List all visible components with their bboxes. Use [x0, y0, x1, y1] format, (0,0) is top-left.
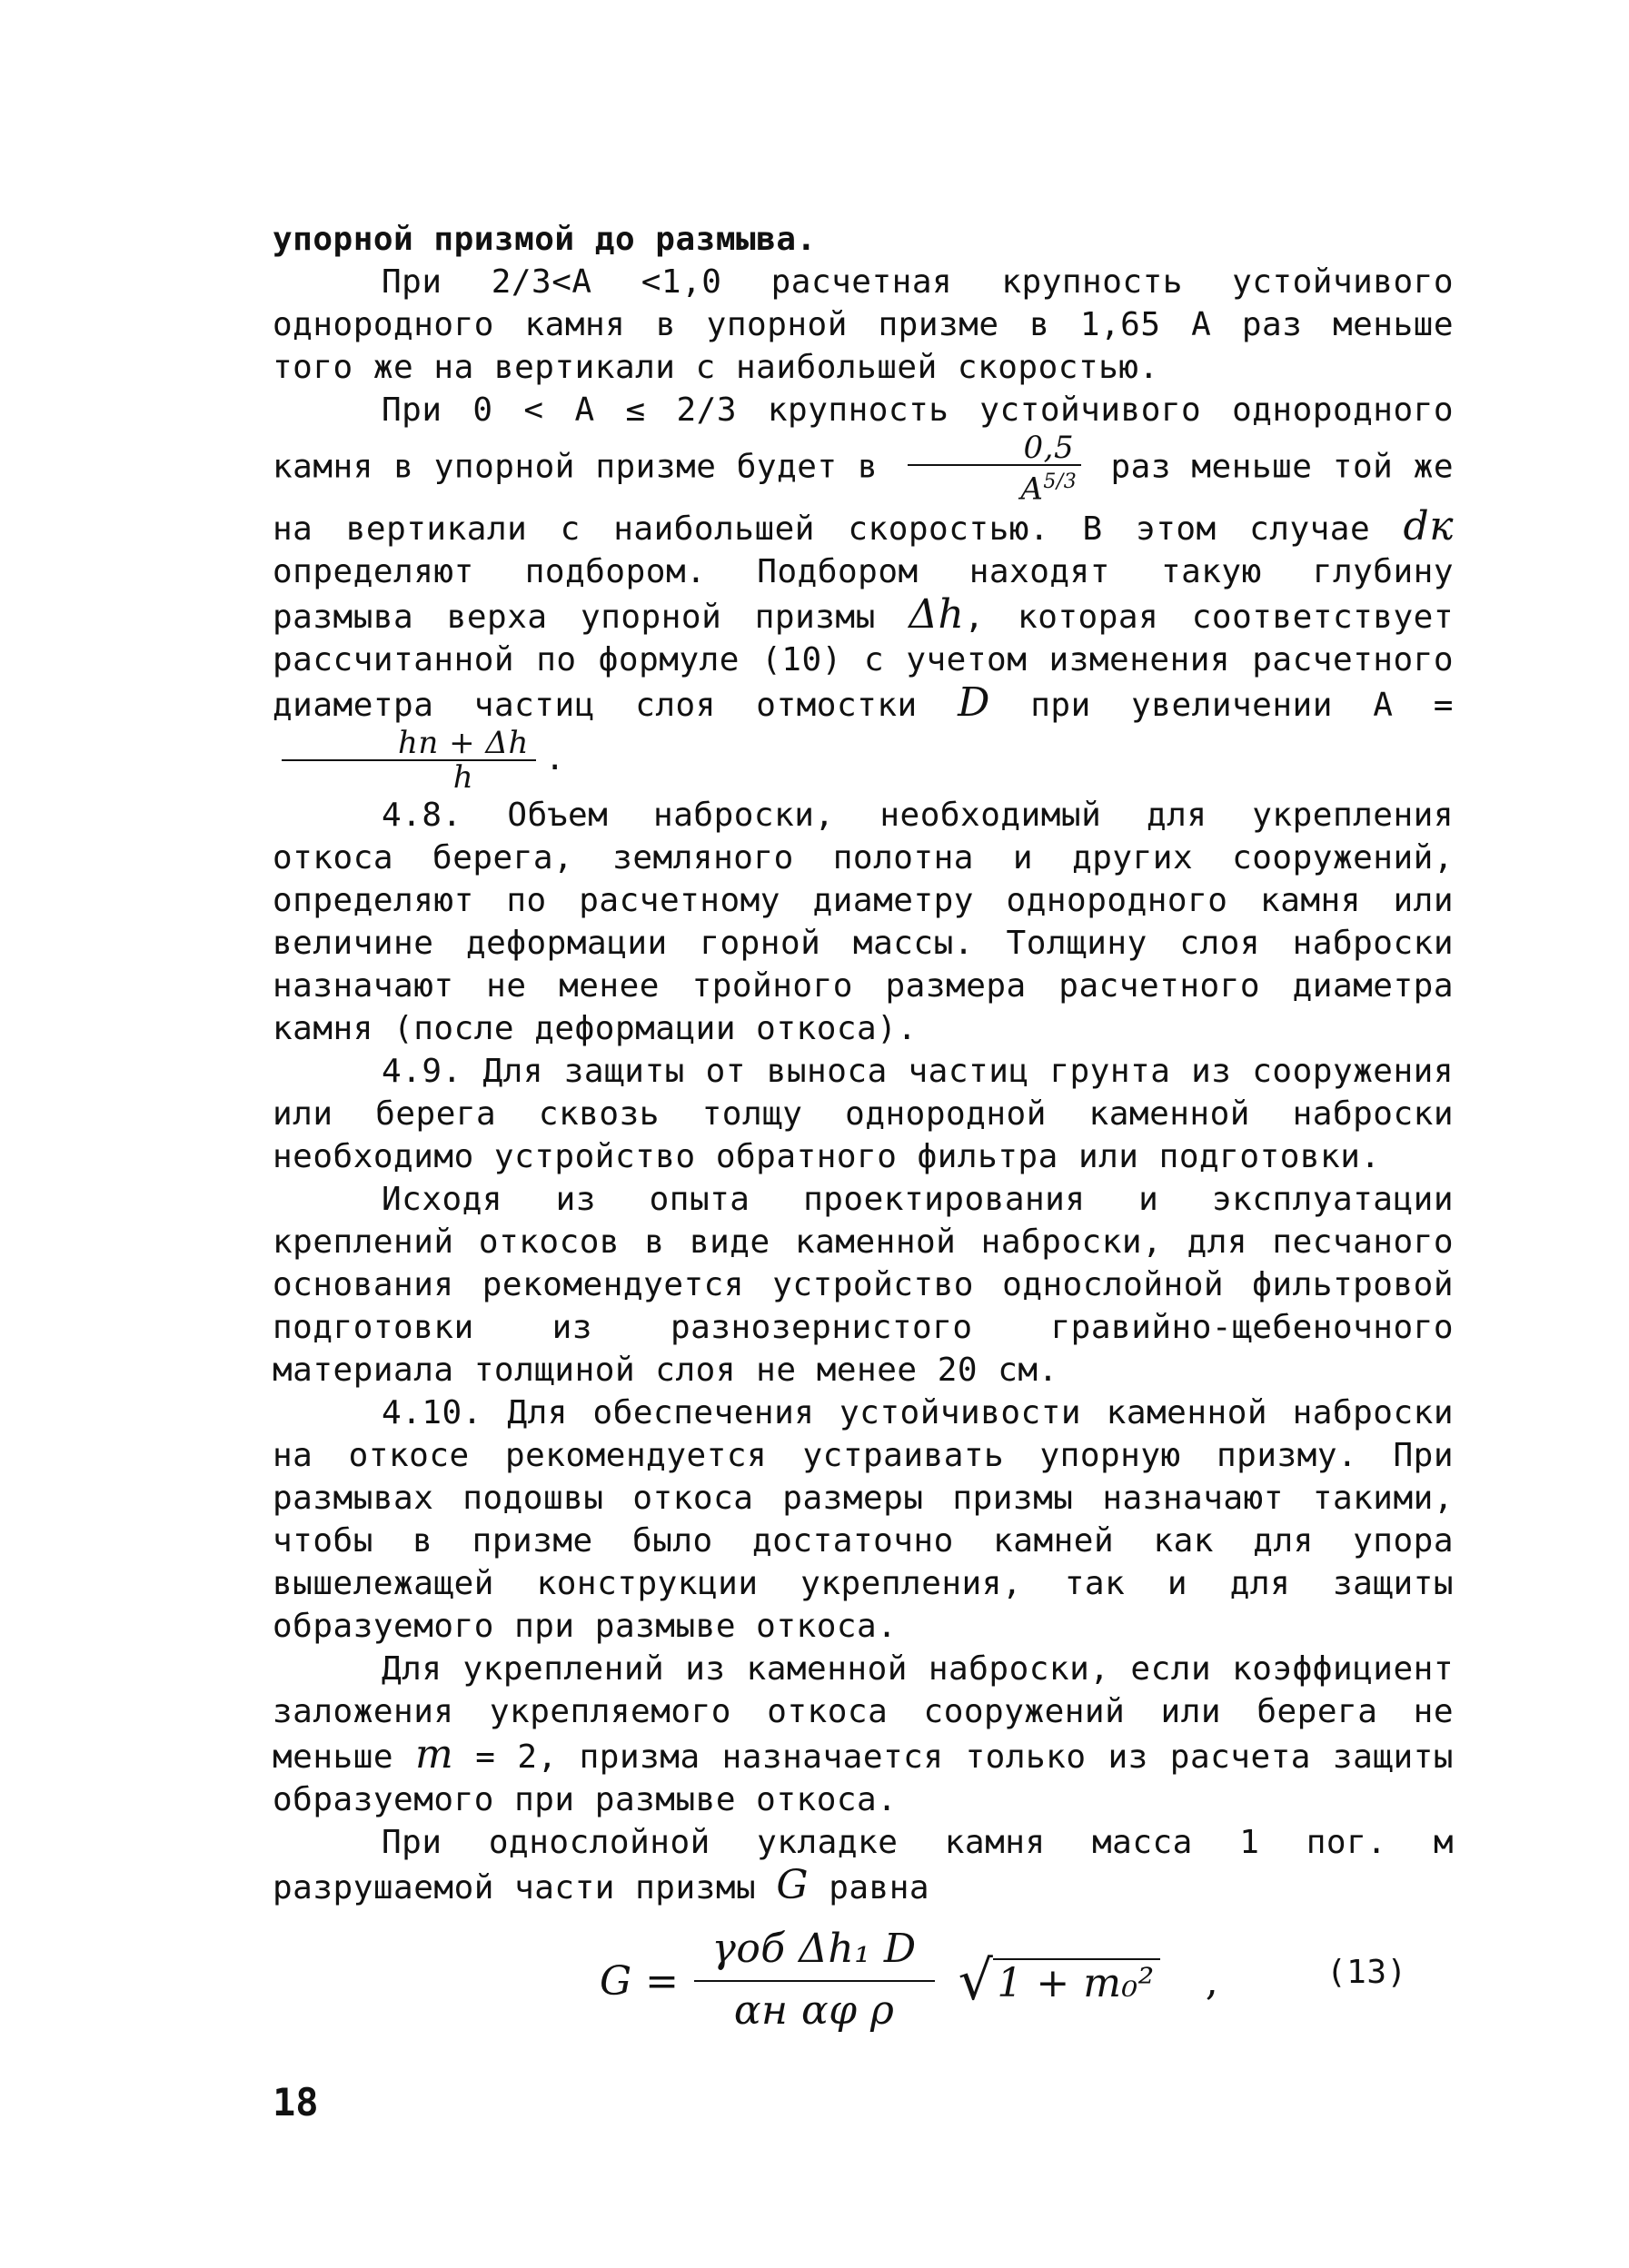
- symbol-m: m: [415, 1731, 454, 1778]
- symbol-dk: dк: [1403, 503, 1454, 550]
- radical-sign: √: [958, 1948, 994, 2013]
- ratio-numerator: 0,5: [908, 431, 1082, 466]
- paragraph-small-A: При 0 < A ≤ 2/3 крупность устойчивого однородного камня в упорной призме будет в $\frac{0,5}{A^{5/3}}$ раз меньше той же на вертикали с наибольшей скоростью. В этом случае dк определяют подбором. Подбором находят такую глубину размыва верха упорной призмы Δh, которая соответствует рассчитанной по формуле (10) с учетом изменения расчетного диаметра частиц слоя отмостки D при увеличении A = $\frac{hп + \Delta h}{h}$ .: [273, 391, 1454, 797]
- page-body: [273, 218, 1454, 2080]
- section-4-10: 4.10. Для обеспечения устойчивости каменной наброски на откосе рекомендуется устраивать упорную призму. При размывах подошвы откоса размеры призмы назначают такими, чтобы в призме было достаточно камней как для упора вышележащей конструкции укрепления, так и для защиты образуемого при размыве откоса.: [273, 1394, 1454, 1646]
- paragraph-small-A-text-1: При 0 < A ≤ 2/3 крупность устойчивого однородного камня в упорной призме будет в: [273, 391, 1454, 486]
- paragraph-coefficient-text-2: = 2, призма назначается только из расчета защиты образуемого при размыве откоса.: [273, 1738, 1454, 1819]
- section-4-8: 4.8. Объем наброски, необходимый для укрепления откоса берега, земляного полотна и других сооружений, определяют по расчетному диаметру однородного камня или величине деформации горной массы. Толщину слоя наброски назначают не менее тройного размера расчетного диаметра камня (после деформации откоса).: [273, 797, 1454, 1048]
- paragraph-small-A-text-5: при увеличении A =: [1030, 687, 1454, 725]
- paragraph-small-A-text-3: определяют подбором. Подбором находят такую глубину размыва верха упорной призмы: [273, 553, 1454, 637]
- equation-number: (13): [1326, 1954, 1407, 1992]
- ratio-denominator: $A^{5/3}$: [1020, 470, 1078, 508]
- formula-lhs: G =: [600, 1957, 680, 2005]
- paragraph-small-A-text-2: раз меньше той же на вертикали с наибольшей скоростью. В этом случае: [273, 448, 1454, 549]
- paragraph-coefficient: [273, 1648, 1454, 1821]
- A-fraction: [282, 725, 536, 797]
- paragraph-mass: [273, 1821, 1454, 1909]
- symbol-D: D: [958, 679, 990, 727]
- page-number: 18: [273, 2080, 319, 2124]
- symbol-dh: Δh: [909, 591, 965, 639]
- formula-fraction: [694, 1922, 935, 2040]
- A-denominator: h: [452, 759, 474, 797]
- section-4-9: 4.9. Для защиты от выноса частиц грунта из сооружения или берега сквозь толщу однородной каменной наброски необходимо устройство обратного фильтра или подготовки.: [273, 1053, 1454, 1176]
- A-numerator: hп + Δh: [282, 727, 536, 761]
- formula-root: [958, 1948, 1160, 2013]
- paragraph-coefficient-text-1: Для укреплений из каменной наброски, если коэффициент заложения укрепляемого откоса сооружений или берега не меньше: [273, 1650, 1454, 1777]
- ratio-exponent: 5/3: [1043, 470, 1078, 493]
- paragraph-filter: Исходя из опыта проектирования и эксплуатации креплений откосов в виде каменной наброски, для песчаного основания рекомендуется устройство однослойной фильтровой подготовки из разнозернистого гравийно-щебеночного материала толщиной слоя не менее 20 см.: [273, 1181, 1454, 1390]
- paragraph-large-A: При 2/3<A <1,0 расчетная крупность устойчивого однородного камня в упорной призме в 1,65 A раз меньше того же на вертикали с наибольшей скоростью.: [273, 263, 1454, 386]
- symbol-G: G: [776, 1862, 810, 1909]
- formula-numerator: γоб Δh₁ D: [694, 1922, 935, 1982]
- paragraph-mass-text-2: равна: [829, 1869, 930, 1907]
- paragraph-continuation: упорной призмой до размыва.: [273, 221, 817, 258]
- formula-13: [273, 1916, 1454, 2080]
- formula-comma: ,: [1205, 1957, 1219, 2005]
- paragraph-mass-text-1: При однослойной укладке камня масса 1 пог. м разрушаемой части призмы: [273, 1824, 1454, 1907]
- formula-body: [600, 1922, 1218, 2040]
- ratio-fraction: [908, 430, 1082, 508]
- formula-radicand: 1 + m₀²: [993, 1958, 1159, 2005]
- paragraph-small-A-text-4: , которая соответствует рассчитанной по формуле (10) с учетом изменения расчетного диаметра частиц слоя отмостки: [273, 599, 1454, 725]
- formula-denominator: αн αφ ρ: [733, 1987, 895, 2035]
